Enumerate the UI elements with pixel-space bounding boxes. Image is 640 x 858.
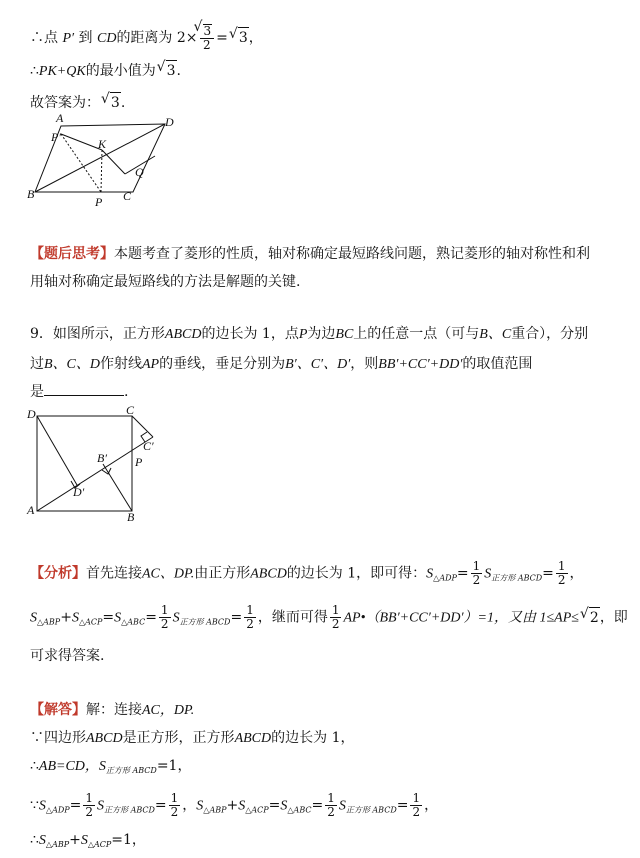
subscript: △ABC — [287, 805, 312, 815]
area-symbol: S — [30, 610, 37, 626]
subscript: △ACP — [245, 805, 269, 815]
sqrt: √ 2 — [589, 607, 600, 628]
reflection-line-1 — [30, 244, 590, 264]
text: 的最小值为 — [85, 63, 156, 79]
math: AC、DP. — [142, 566, 195, 582]
label-P-prime: P′ — [51, 130, 61, 144]
text: 用轴对称确定最短路线的方法是解题的关键. — [30, 274, 301, 290]
math: P — [298, 327, 308, 342]
label-B-prime: B′ — [97, 451, 107, 465]
math: ABCD — [86, 731, 123, 746]
text: =1， — [111, 832, 146, 848]
label-D: D — [165, 115, 174, 129]
fraction — [330, 604, 342, 631]
answer-blank — [44, 383, 124, 396]
fraction — [169, 792, 181, 819]
subscript: 正方形 ABCD — [179, 617, 231, 627]
math: ABCD — [250, 566, 287, 582]
analysis-line-1: 【分析】首先连接AC、DP.由正方形ABCD的边长为 1，即可得：$S_{\triangle ADP}=$ $\frac{1}{2}$ $S_{正方形 ABCD}=$ $\frac{1}{2}$ ， — [30, 559, 584, 587]
math: B′、C′、D′ — [285, 357, 351, 372]
label-C-prime: C′ — [143, 439, 154, 453]
label-A: A — [27, 503, 35, 517]
answer-line-5 — [30, 830, 146, 855]
text: 如图所示，正方形 — [52, 326, 165, 342]
denominator: 2 — [85, 805, 94, 819]
math: ABCD — [164, 327, 202, 342]
fraction — [244, 604, 256, 631]
subscript: △ADP — [433, 573, 457, 583]
denominator: 2 — [472, 573, 481, 587]
text: . — [176, 63, 181, 79]
numerator: 1 — [246, 603, 254, 617]
text: 由正方形 — [194, 565, 251, 582]
numerator: 1 — [557, 559, 566, 573]
plus: + — [226, 797, 239, 814]
subscript: 正方形 ABCD — [105, 766, 157, 775]
fraction — [471, 560, 483, 587]
text: . — [124, 384, 129, 400]
subscript: 正方形 ABCD — [104, 805, 155, 815]
subscript: △ABP — [37, 617, 61, 627]
question9-line-2 — [30, 354, 532, 375]
point-label: P′ — [62, 31, 75, 46]
subscript: △ADP — [45, 805, 70, 815]
segment-label: CD — [96, 31, 117, 46]
math: BB′+CC′+DD′ — [378, 357, 463, 372]
answer-line-1 — [30, 700, 194, 721]
subscript: 正方形 ABCD — [345, 805, 397, 815]
area-symbol: S — [71, 610, 79, 626]
area-symbol: S — [97, 798, 105, 814]
text: 过 — [30, 356, 44, 372]
label-C: C — [126, 404, 135, 417]
numerator: 1 — [170, 791, 179, 805]
equals: = — [154, 797, 167, 814]
label-B: B — [127, 510, 135, 524]
text: ，继而可得 — [257, 609, 328, 626]
text: 的取值范围 — [462, 356, 533, 372]
text: 作射线 — [100, 356, 142, 372]
rhombus-figure — [25, 112, 185, 212]
denominator: 2 — [331, 617, 340, 631]
denominator: 2 — [327, 805, 335, 819]
area-symbol: S — [338, 798, 346, 814]
answer-line-3 — [30, 756, 191, 781]
equals: = — [542, 565, 554, 582]
expression: AP•（BB′+CC′+DD′）=1，又由 1≤AP≤ — [343, 610, 579, 626]
numerator: 1 — [327, 791, 335, 805]
numerator: 1 — [85, 791, 94, 805]
area-symbol: S — [80, 833, 88, 848]
text: 重合），分别 — [511, 326, 589, 342]
subscript: △ACP — [87, 840, 112, 849]
denominator: 2 — [557, 573, 566, 587]
solution-line-3 — [30, 92, 125, 113]
area-symbol: S — [280, 798, 288, 814]
text: 的垂线，垂足分别为 — [159, 356, 286, 372]
text: 的边长为 1，即可得： — [286, 565, 427, 582]
area-symbol: S — [114, 610, 122, 626]
denominator: 2 — [246, 617, 254, 631]
equals: = — [230, 609, 243, 626]
answer-line-2 — [30, 728, 354, 749]
text: 9． — [30, 326, 53, 342]
text: 首先连接 — [86, 565, 142, 582]
text: ， — [182, 797, 197, 814]
equals: = — [268, 797, 281, 814]
text: =1， — [156, 758, 192, 774]
text: ∵四边形 — [30, 730, 86, 746]
text: ∴ — [30, 832, 39, 848]
text: ， — [424, 797, 439, 814]
fraction — [410, 792, 422, 819]
fraction — [200, 24, 215, 52]
question9-line-3 — [30, 382, 128, 402]
math: BC — [335, 327, 354, 342]
subscript: 正方形 ABCD — [491, 573, 543, 583]
text: . — [120, 95, 126, 111]
text: 上的任意一点（可与 — [353, 326, 480, 342]
label-A: A — [56, 112, 64, 125]
area-symbol: S — [484, 566, 492, 582]
analysis-line-2 — [30, 604, 628, 633]
text: 为边 — [307, 326, 336, 342]
fraction — [556, 560, 568, 587]
equals: = — [216, 30, 228, 46]
text: ∴点 — [30, 30, 58, 46]
math: AP — [142, 357, 160, 372]
sqrt: √ 3 — [110, 92, 121, 113]
area-symbol: S — [38, 798, 46, 814]
subscript: △ABP — [203, 805, 227, 815]
text: 本题考查了菱形的性质，轴对称确定最短路线问题，熟记菱形的轴对称性和利 — [114, 246, 590, 262]
text: ∵ — [30, 797, 39, 814]
text: 到 — [78, 30, 93, 46]
fraction — [159, 604, 171, 631]
equals: = — [102, 609, 115, 626]
equals: = — [69, 797, 82, 814]
area-symbol: S — [172, 610, 180, 626]
analysis-line-3 — [30, 646, 104, 666]
fraction — [83, 792, 95, 819]
text: ∴ — [30, 758, 39, 774]
fraction — [325, 792, 337, 819]
subscript: △ABP — [45, 840, 70, 849]
math: ABCD — [234, 731, 272, 746]
math: AB=CD， — [38, 759, 99, 774]
label-D: D — [27, 407, 36, 421]
equals: = — [456, 565, 469, 582]
subscript: △ACP — [78, 617, 103, 627]
text: 可求得答案. — [30, 648, 105, 664]
label-K: K — [98, 137, 107, 151]
area-symbol: S — [426, 566, 434, 582]
reflection-line-2 — [30, 272, 300, 292]
denominator: 2 — [170, 805, 179, 819]
text: ，则 — [350, 356, 379, 372]
text: 的边长为 1， — [271, 730, 355, 746]
text: 解：连接 — [86, 702, 142, 718]
area-symbol: S — [196, 798, 204, 814]
equals: = — [311, 797, 324, 814]
equals: = — [396, 797, 409, 814]
numerator: 1 — [472, 559, 481, 573]
label-P: P — [95, 195, 103, 209]
label-B: B — [27, 187, 35, 201]
plus: + — [69, 832, 81, 848]
math: AC，DP. — [142, 703, 195, 718]
tag: 【分析】 — [30, 565, 86, 582]
sqrt: √ 3 — [166, 60, 177, 81]
area-symbol: S — [238, 798, 246, 814]
question9-line-1 — [30, 324, 588, 345]
area-symbol: S — [98, 759, 106, 774]
solution-line-2 — [30, 60, 181, 82]
math: B、C、D — [44, 357, 100, 372]
subscript: △ABC — [121, 617, 146, 627]
equals: = — [145, 609, 157, 626]
sqrt: √ 3 — [238, 27, 249, 48]
text: ∴ — [30, 63, 39, 79]
expression: PK+QK — [38, 64, 86, 79]
math: B、C — [479, 327, 512, 342]
sqrt: √ 3 — [203, 24, 213, 38]
label-P: P — [135, 455, 143, 469]
label-C: C — [123, 189, 132, 203]
text: 故答案为： — [30, 95, 100, 111]
plus: + — [60, 609, 72, 626]
denominator: 2 — [203, 38, 211, 52]
text: ，即 — [599, 609, 628, 626]
solution-line-1 — [30, 24, 263, 52]
text: 的边长为 1，点 — [201, 326, 299, 342]
label-Q: Q — [135, 165, 144, 179]
denominator: 2 — [160, 617, 169, 631]
denominator: 2 — [412, 805, 421, 819]
text: ， — [248, 30, 263, 46]
numerator: 1 — [412, 791, 421, 805]
answer-line-4 — [30, 792, 438, 821]
numerator: 1 — [331, 603, 340, 617]
numerator: 1 — [160, 603, 169, 617]
square-figure — [25, 404, 175, 524]
text: 是正方形，正方形 — [122, 730, 235, 746]
area-symbol: S — [38, 833, 46, 848]
tag: 【题后思考】 — [30, 246, 114, 262]
text: 的距离为 2× — [116, 30, 198, 46]
tag: 【解答】 — [30, 702, 86, 718]
label-D-prime: D′ — [73, 485, 85, 499]
text: 是 — [30, 384, 44, 400]
